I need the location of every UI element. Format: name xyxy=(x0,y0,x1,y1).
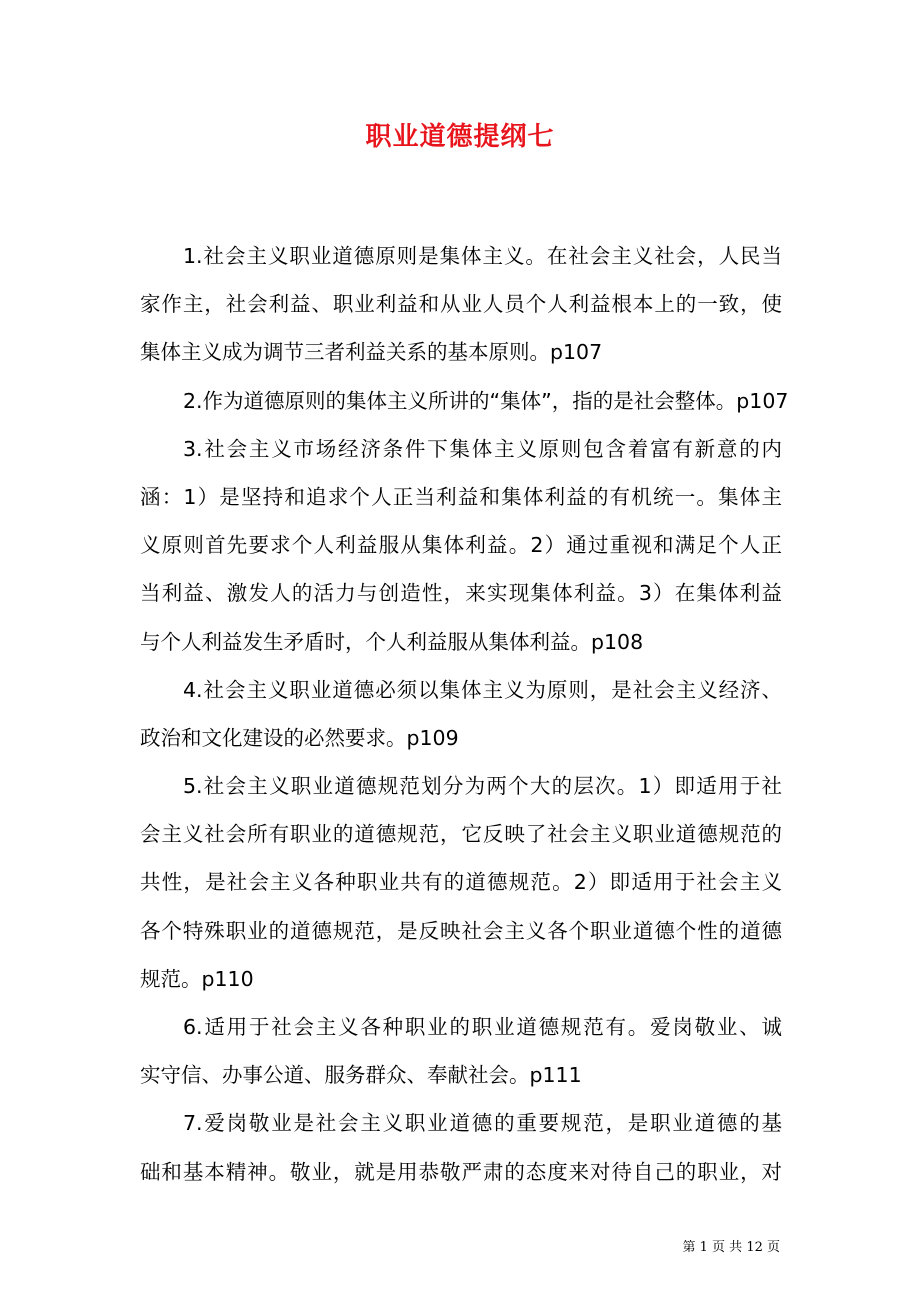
paragraph-line: 集体主义成为调节三者利益关系的基本原则。p107 xyxy=(140,340,603,365)
paragraph-line: 3.社会主义市场经济条件下集体主义原则包含着富有新意的内 xyxy=(183,436,782,461)
paragraph-line: 与个人利益发生矛盾时，个人利益服从集体利益。p108 xyxy=(140,629,644,654)
paragraph xyxy=(140,377,789,425)
paragraph-line: 会主义社会所有职业的道德规范，它反映了社会主义职业道德规范的 xyxy=(140,822,782,847)
paragraph-line: 1.社会主义职业道德原则是集体主义。在社会主义社会，人民当 xyxy=(183,244,782,268)
paragraph-line: 7.爱岗敬业是社会主义职业道德的重要规范，是职业道德的基 xyxy=(183,1111,782,1136)
paragraph-line: 家作主，社会利益、职业利益和从业人员个人利益根本上的一致，使 xyxy=(140,292,782,317)
paragraph-line: 义原则首先要求个人利益服从集体利益。2）通过重视和满足个人正 xyxy=(140,533,782,558)
paragraph-line: 共性，是社会主义各种职业共有的道德规范。2）即适用于社会主义 xyxy=(140,870,782,895)
document-title: 职业道德提纲七 xyxy=(365,122,555,152)
paragraph-line: 6.适用于社会主义各种职业的职业道德规范有。爱岗敬业、诚 xyxy=(183,1015,782,1039)
paragraph-line: 实守信、办事公道、服务群众、奉献社会。p111 xyxy=(140,1063,582,1088)
paragraph xyxy=(140,425,782,666)
paragraph-line: 当利益、激发人的活力与创造性，来实现集体利益。3）在集体利益 xyxy=(140,581,782,606)
paragraph-line: 础和基本精神。敬业，就是用恭敬严肃的态度来对待自己的职业，对 xyxy=(140,1159,782,1184)
paragraph-line: 各个特殊职业的道德规范，是反映社会主义各个职业道德个性的道德 xyxy=(140,918,782,943)
paragraph xyxy=(140,232,782,377)
paragraph xyxy=(140,1099,782,1195)
paragraph xyxy=(140,1003,782,1099)
paragraph xyxy=(140,666,782,762)
paragraph xyxy=(140,762,782,1003)
paragraph-line: 规范。p110 xyxy=(140,966,254,991)
document-body xyxy=(140,232,789,1196)
paragraph-line: 5.社会主义职业道德规范划分为两个大的层次。1）即适用于社 xyxy=(183,774,782,799)
paragraph-line: 2.作为道德原则的集体主义所讲的“集体”，指的是社会整体。p107 xyxy=(183,388,789,413)
paragraph-line: 涵：1）是坚持和追求个人正当利益和集体利益的有机统一。集体主 xyxy=(140,484,782,509)
paragraph-line: 政治和文化建设的必然要求。p109 xyxy=(140,725,459,750)
paragraph-line: 4.社会主义职业道德必须以集体主义为原则，是社会主义经济、 xyxy=(183,677,782,702)
page-footer: 第 1 页 共 12 页 xyxy=(682,1240,780,1255)
